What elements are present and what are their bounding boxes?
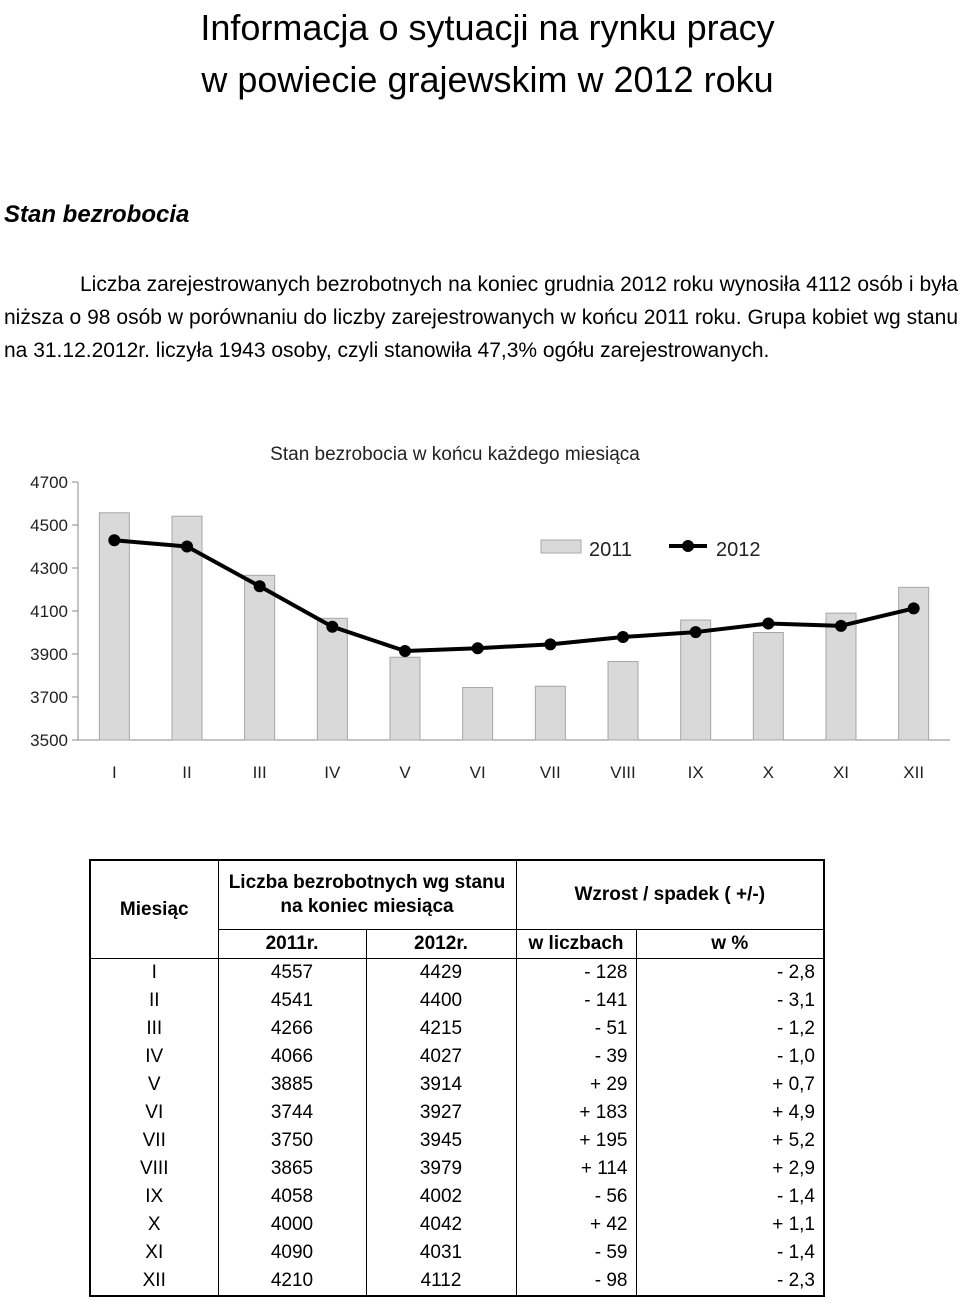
- unemployment-table: [89, 859, 825, 1297]
- point-2012: [544, 638, 556, 650]
- header-count-line1: Liczba bezrobotnych wg stanu: [228, 872, 506, 893]
- header-count-line2: na koniec miesiąca: [280, 896, 454, 917]
- x-tick-label: I: [111, 763, 117, 782]
- month-cell: VIII: [90, 1155, 218, 1183]
- value-2012-cell: 4031: [366, 1239, 516, 1267]
- value-2011-cell: 3744: [218, 1099, 366, 1127]
- value-2012-cell: 4042: [366, 1211, 516, 1239]
- bar-2011: [390, 657, 420, 740]
- table-row: [90, 987, 824, 1015]
- month-cell: XI: [90, 1239, 218, 1267]
- change-abs-cell: - 59: [516, 1239, 636, 1267]
- change-abs-cell: - 51: [516, 1015, 636, 1043]
- x-tick-label: III: [252, 763, 267, 782]
- table-row: [90, 1239, 824, 1267]
- month-cell: IV: [90, 1043, 218, 1071]
- change-abs-cell: - 128: [516, 959, 636, 988]
- change-abs-cell: - 56: [516, 1183, 636, 1211]
- point-2012: [326, 621, 338, 633]
- month-cell: IX: [90, 1183, 218, 1211]
- month-cell: X: [90, 1211, 218, 1239]
- change-pct-cell: - 1,2: [636, 1015, 824, 1043]
- bar-2011: [317, 618, 347, 740]
- table-row: [90, 1127, 824, 1155]
- change-abs-cell: - 39: [516, 1043, 636, 1071]
- header-count: [218, 860, 516, 930]
- header-abs: w liczbach: [516, 930, 636, 959]
- table-row: [90, 1071, 824, 1099]
- point-2012: [181, 541, 193, 553]
- table-row: [90, 1015, 824, 1043]
- x-tick-label: IV: [324, 763, 341, 782]
- table-row: [90, 1155, 824, 1183]
- document-title: [0, 2, 960, 106]
- x-tick-label: VI: [469, 763, 486, 782]
- change-pct-cell: - 2,8: [636, 959, 824, 988]
- point-2012: [254, 580, 266, 592]
- value-2011-cell: 4210: [218, 1267, 366, 1296]
- section-heading: Stan bezrobocia: [4, 201, 190, 228]
- change-abs-cell: + 42: [516, 1211, 636, 1239]
- value-2011-cell: 3885: [218, 1071, 366, 1099]
- change-pct-cell: - 3,1: [636, 987, 824, 1015]
- change-pct-cell: + 4,9: [636, 1099, 824, 1127]
- value-2011-cell: 4541: [218, 987, 366, 1015]
- change-abs-cell: - 141: [516, 987, 636, 1015]
- value-2012-cell: 4112: [366, 1267, 516, 1296]
- x-tick-label: VII: [539, 763, 561, 782]
- legend-label-2012: 2012: [716, 539, 761, 561]
- change-abs-cell: + 29: [516, 1071, 636, 1099]
- month-cell: V: [90, 1071, 218, 1099]
- value-2011-cell: 4557: [218, 959, 366, 988]
- unemployment-chart: [0, 435, 960, 805]
- change-pct-cell: - 1,4: [636, 1239, 824, 1267]
- y-tick-label: 4500: [30, 516, 68, 535]
- value-2011-cell: 3750: [218, 1127, 366, 1155]
- value-2012-cell: 4027: [366, 1043, 516, 1071]
- header-pct: w %: [636, 930, 824, 959]
- point-2012: [908, 602, 920, 614]
- point-2012: [835, 620, 847, 632]
- y-tick-label: 4300: [30, 559, 68, 578]
- value-2011-cell: 4000: [218, 1211, 366, 1239]
- value-2012-cell: 4215: [366, 1015, 516, 1043]
- header-month: Miesiąc: [90, 860, 218, 959]
- point-2012: [399, 645, 411, 657]
- header-change: Wzrost / spadek ( +/-): [516, 860, 824, 930]
- y-tick-label: 4100: [30, 602, 68, 621]
- value-2012-cell: 4002: [366, 1183, 516, 1211]
- bar-2011: [826, 613, 856, 740]
- value-2011-cell: 3865: [218, 1155, 366, 1183]
- x-tick-label: II: [182, 763, 192, 782]
- point-2012: [108, 534, 120, 546]
- value-2011-cell: 4090: [218, 1239, 366, 1267]
- chart-title: Stan bezrobocia w końcu każdego miesiąca: [270, 444, 640, 465]
- change-pct-cell: + 5,2: [636, 1127, 824, 1155]
- bar-2011: [245, 575, 275, 740]
- x-tick-label: IX: [687, 763, 704, 782]
- legend-marker-2012: [682, 540, 694, 552]
- x-tick-label: X: [762, 763, 775, 782]
- legend-swatch-2011: [541, 540, 581, 553]
- y-tick-label: 4700: [30, 473, 68, 492]
- value-2011-cell: 4266: [218, 1015, 366, 1043]
- month-cell: VII: [90, 1127, 218, 1155]
- change-pct-cell: - 1,0: [636, 1043, 824, 1071]
- line-2012: [114, 540, 913, 651]
- value-2012-cell: 3927: [366, 1099, 516, 1127]
- point-2012: [472, 642, 484, 654]
- value-2012-cell: 4429: [366, 959, 516, 988]
- value-2012-cell: 4400: [366, 987, 516, 1015]
- intro-paragraph: Liczba zarejestrowanych bezrobotnych na koniec grudnia 2012 roku wynosiła 4112 osób i była niższa o 98 osób w porównaniu do liczby zarejestrowanych w końcu 2011 roku. Grupa kobiet wg stanu na 31.12.2012r. liczyła 1943 osoby, czyli stanowiła 47,3% ogółu zarejestrowanych.: [4, 273, 958, 362]
- bar-2011: [608, 662, 638, 740]
- change-pct-cell: - 2,3: [636, 1267, 824, 1296]
- month-cell: XII: [90, 1267, 218, 1296]
- value-2011-cell: 4058: [218, 1183, 366, 1211]
- bar-2011: [535, 686, 565, 740]
- change-pct-cell: + 2,9: [636, 1155, 824, 1183]
- month-cell: I: [90, 959, 218, 988]
- point-2012: [762, 617, 774, 629]
- chart-legend: [541, 539, 761, 561]
- y-tick-label: 3500: [30, 731, 68, 750]
- table-row: [90, 1211, 824, 1239]
- x-tick-label: V: [399, 763, 411, 782]
- value-2012-cell: 3945: [366, 1127, 516, 1155]
- value-2012-cell: 3914: [366, 1071, 516, 1099]
- table-row: [90, 1043, 824, 1071]
- title-line-1: Informacja o sytuacji na rynku pracy: [200, 7, 775, 48]
- table-row: [90, 1183, 824, 1211]
- bar-2011: [753, 633, 783, 741]
- y-tick-label: 3900: [30, 645, 68, 664]
- x-tick-label: XI: [832, 763, 850, 782]
- change-abs-cell: + 195: [516, 1127, 636, 1155]
- header-2012: 2012r.: [366, 930, 516, 959]
- bar-2011: [99, 513, 129, 740]
- month-cell: VI: [90, 1099, 218, 1127]
- change-abs-cell: + 183: [516, 1099, 636, 1127]
- x-tick-label: VIII: [610, 763, 636, 782]
- month-cell: III: [90, 1015, 218, 1043]
- header-2011: 2011r.: [218, 930, 366, 959]
- table-row: [90, 1267, 824, 1296]
- table-body: [90, 959, 824, 1297]
- title-line-2: w powiecie grajewskim w 2012 roku: [201, 59, 774, 100]
- value-2012-cell: 3979: [366, 1155, 516, 1183]
- change-pct-cell: + 0,7: [636, 1071, 824, 1099]
- change-pct-cell: - 1,4: [636, 1183, 824, 1211]
- x-tick-label: XII: [903, 763, 925, 782]
- change-pct-cell: + 1,1: [636, 1211, 824, 1239]
- table-row: [90, 959, 824, 988]
- month-cell: II: [90, 987, 218, 1015]
- table-row: [90, 1099, 824, 1127]
- y-tick-label: 3700: [30, 688, 68, 707]
- legend-label-2011: 2011: [589, 539, 633, 561]
- change-abs-cell: - 98: [516, 1267, 636, 1296]
- bar-2011: [463, 688, 493, 740]
- value-2011-cell: 4066: [218, 1043, 366, 1071]
- point-2012: [617, 631, 629, 643]
- point-2012: [690, 626, 702, 638]
- change-abs-cell: + 114: [516, 1155, 636, 1183]
